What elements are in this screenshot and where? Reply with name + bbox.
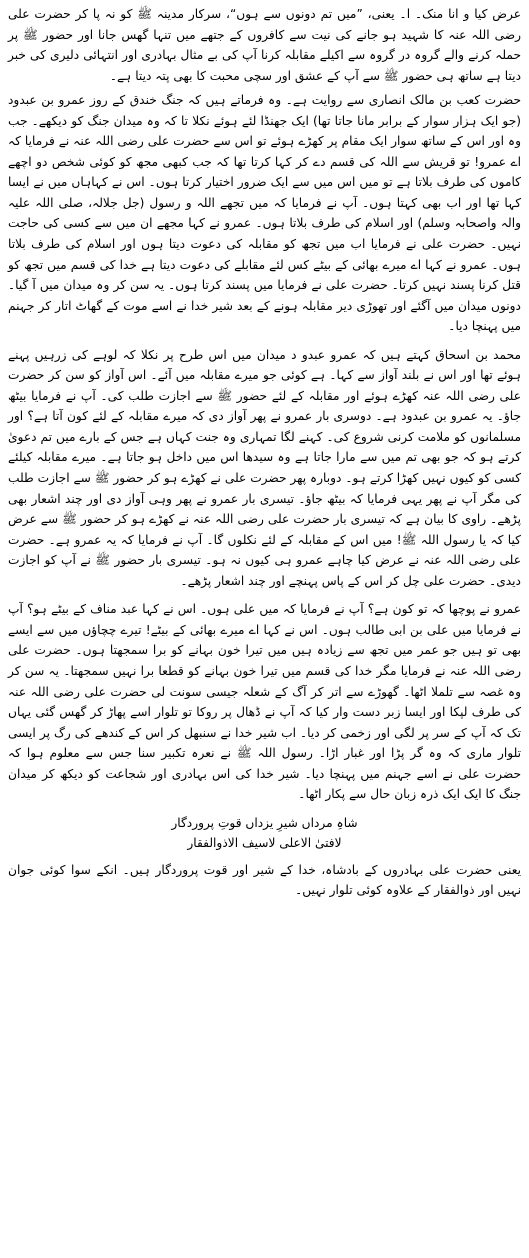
- paragraph-4: عمرو نے پوچھا کہ تو کون ہے؟ آپ نے فرمایا کہ میں علی ہوں۔ اس نے کہا عبد مناف کے بیٹے ہو؟ آپ نے فرمایا میں علی بن ابی طالب ہوں۔ اس نے کہا اے میرے بھائی کے بیٹے! تیرے چچاؤں میں سے ایسے بھی تو ہیں جو عمر میں تجھ سے زیادہ ہیں میں تیرا خون بہانے کو برا سمجھتا ہوں۔ حضرت علی رضی اللہ عنہ نے فرمایا مگر خدا کی قسم میں تیرا خون بہانے کو قطعا برا نہیں سمجھتا۔ یہ سن کر وہ غصہ سے تلملا اٹھا۔ گھوڑے سے اتر کر آگ کے شعلہ جیسی سونت لی حضرت علی رضی اللہ عنہ کی طرف لپکا اور ایسا زبر دست وار کیا کہ آپ نے ڈھال پر روکا تو تلوار اسے پھاڑ کر گھس گئی یہاں تک کہ آپ کے سر پر لگی اور زخمی کر دیا۔ اب شیر خدا نے سنبھل کر اس کے کندھے کی رگ پر ایسی تلوار ماری کہ وہ گر پڑا اور غبار اڑا۔ رسول اللہ ﷺ نے نعرہ تکبیر سنا جس سے معلوم ہوا کہ حضرت علی نے اسے جہنم میں پہنچا دیا۔ شیر خدا کی اس بہادری اور شجاعت کو دیکھ کر میدان جنگ کا ایک ایک ذرہ زبان حال سے پکار اٹھا۔: [8, 602, 521, 802]
- paragraph-3: محمد بن اسحاق کہتے ہیں کہ عمرو عبدو د میدان میں اس طرح پر نکلا کہ لوہے کی زرہیں پہنے ہوئے تھا اور اس نے بلند آواز سے کہا۔ ہے کوئی جو میرے مقابلہ میں آئے۔ اس آواز کو سن کر حضرت علی رضی اللہ عنہ کھڑے ہوئے اور مقابلہ کے لئے حضور ﷺ سے اجازت طلب کی۔ آپ نے فرمایا بیٹھ جاؤ۔ یہ عمرو بن عبدود ہے۔ دوسری بار عمرو نے پھر آواز دی کہ میرے مقابلہ کے لئے کون آتا ہے؟ اور مسلمانوں کو ملامت کرنی شروع کی۔ کہنے لگا تمہاری وہ جنت کہاں ہے جس کے بارے میں تم دعویٰ کرتے ہو کہ جو بھی تم میں سے مارا جاتا ہے وہ سیدھا اس میں داخل ہو جاتا ہے۔ میرے مقابلہ کیلئے کسی کو کیوں نہیں کھڑا کرتے ہو۔ دوبارہ پھر حضرت علی نے کھڑے ہو کر حضور ﷺ سے اجازت طلب کی مگر آپ نے پھر یہی فرمایا کہ بیٹھ جاؤ۔ تیسری بار عمرو نے پھر وہی آواز دی اور چند اشعار بھی پڑھے۔ راوی کا بیان ہے کہ تیسری بار حضرت علی رضی اللہ عنہ نے کھڑے ہو کر حضور ﷺ سے عرض کیا کہ یا رسول اللہ ﷺ! میں اس کے مقابلہ کے لئے نکلوں گا۔ آپ نے فرمایا کہ یہ عمرو ہے۔ حضرت علی رضی اللہ عنہ نے عرض کیا چاہے عمرو ہی کیوں نہ ہو۔ تیسری بار حضور ﷺ نے آپ کو اجازت دیدی۔ حضرت علی چل کر اس کے پاس پہنچے اور چند اشعار پڑھے۔: [8, 347, 521, 588]
- verse-line-1: شاہِ مرداں شیرِ یزداں قوتِ پروردگار: [171, 815, 358, 830]
- verse-line-2: لافتیٰ الاعلی لاسیف الاذوالفقار: [187, 836, 342, 851]
- paragraph-1: عرض کیا و انا منک۔ ا۔ یعنی، ”میں تم دونوں سے ہوں“، سرکار مدینہ ﷺ کو نہ پا کر حضرت علی رضی اللہ عنہ کا شہید ہو جانے کی نیت سے کافروں کے جتھے میں تنہا گھس جانا اور حضور ﷺ پر حملہ کرنے والے گروہ در گروہ سے اکیلے مقابلہ کرنا آپ کی بے مثال بہادری اور انتہائی دلیری کی خبر دیتا ہے ساتھ ہی حضور ﷺ سے آپ کے عشق اور سچی محبت کا بھی پتہ دیتا ہے۔: [8, 7, 521, 83]
- verse-block: [8, 813, 521, 854]
- closing-paragraph: یعنی حضرت علی بہادروں کے بادشاہ، خدا کے شیر اور قوت پروردگار ہیں۔ انکے سوا کوئی جوان نہیں اور ذوالفقار کے علاوہ کوئی تلوار نہیں۔: [8, 862, 521, 898]
- paragraph-2: حضرت کعب بن مالک انصاری سے روایت ہے۔ وہ فرماتے ہیں کہ جنگ خندق کے روز عمرو بن عبدود (جو ایک ہزار سوار کے برابر مانا جاتا تھا) ایک جھنڈا لئے ہوئے نکلا تا کہ وہ میدان جنگ کو دیکھے۔ جب وہ اور اس کے ساتھ سوار ایک مقام پر کھڑے ہوئے تو اس سے حضرت علی رضی اللہ عنہ نے فرمایا کہ اے عمرو! تو قریش سے اللہ کی قسم دے کر کہا کرتا تھا کہ جب کبھی مجھ کو کوئی شخص دو اچھے کاموں کی طرف بلاتا ہے تو میں اس میں سے ایک ضرور اختیار کرتا ہوں۔ اس نے کہاہاں میں نے ایسا کہا تھا اور اب بھی کہتا ہوں۔ آپ نے فرمایا کہ میں تجھے اللہ و رسول (جل جلالہ، صلی اللہ علیہ والہ واصحابہ وسلم) اور اسلام کی طرف بلاتا ہوں۔ عمرو نے کہا مجھے ان میں سے کسی کی حاجت نہیں۔ حضرت علی نے فرمایا اب میں تجھ کو مقابلہ کی دعوت دیتا ہوں اور اسلام کی طرف بلاتا ہوں۔ عمرو نے کہا اے میرے بھائی کے بیٹے کس لئے مقابلے کی دعوت دیتا ہے خدا کی قسم میں تجھ کو قتل کرنا پسند نہیں کرتا۔ حضرت علی نے فرمایا میں پسند کرتا ہوں۔ یہ سن کر وہ میدان میں آ گیا۔ دونوں میدان میں آگئے اور تھوڑی دیر مقابلہ ہونے کے بعد شیر خدا نے اسے موت کے گھاٹ اتار کر جہنم میں پہنچا دیا۔: [8, 93, 521, 334]
